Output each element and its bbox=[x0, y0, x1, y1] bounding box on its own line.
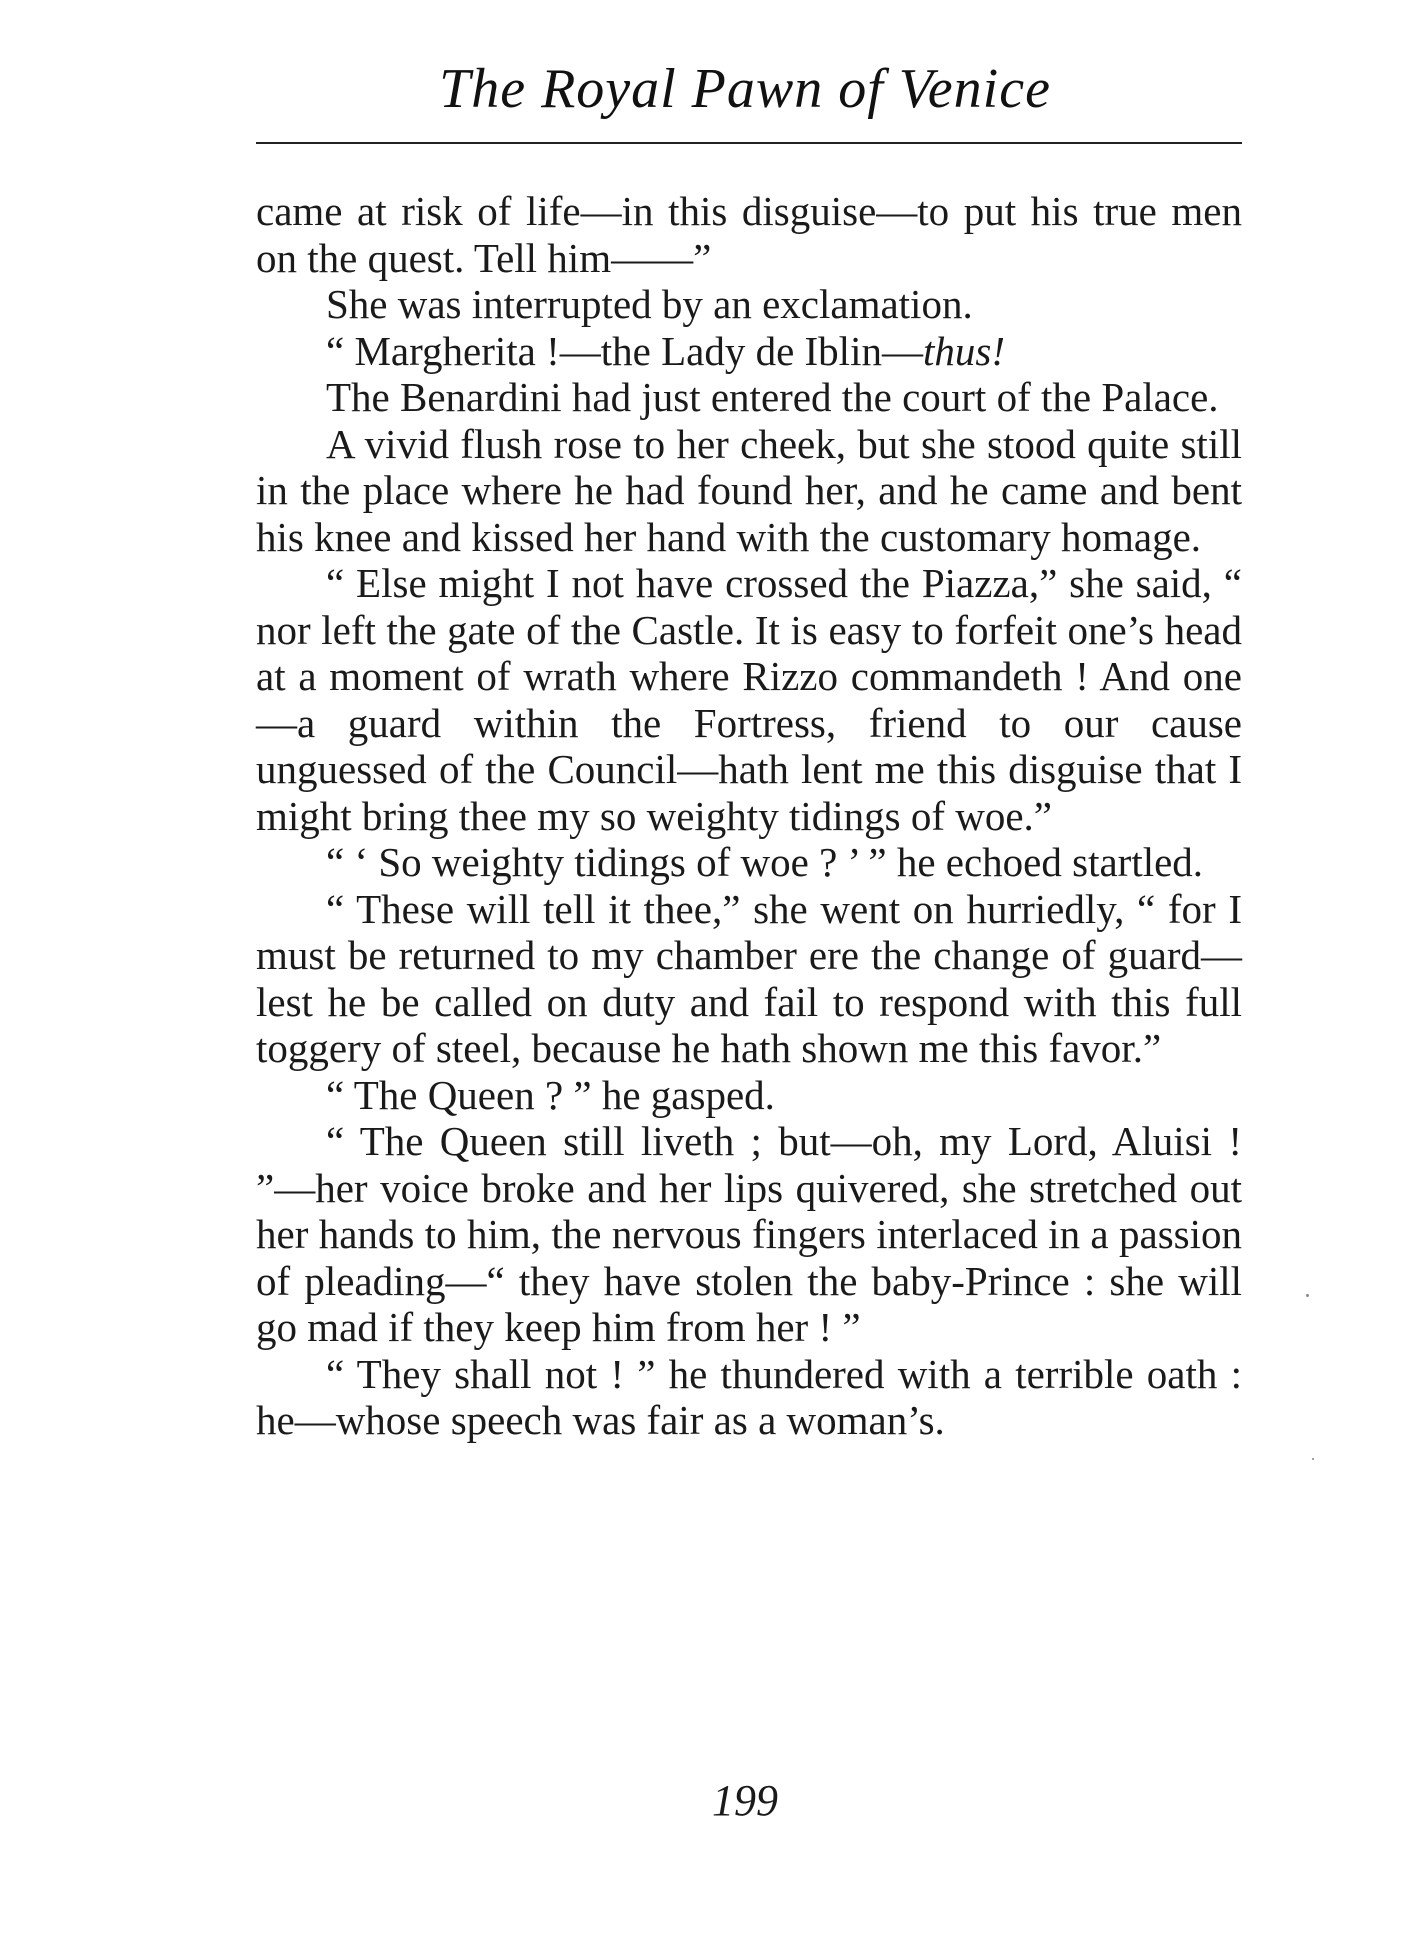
header-rule bbox=[256, 142, 1242, 144]
scan-speck bbox=[1306, 1294, 1309, 1297]
scan-speck bbox=[1312, 1458, 1314, 1460]
paragraph: The Benardini had just entered the court of the Palace. bbox=[326, 374, 1219, 420]
body-text bbox=[256, 188, 1242, 1444]
paragraph: “ These will tell it thee,” she went on hurriedly, “ for I must be returned to my chamber ere the change of guard—lest he be called on duty and fail to respond with this full toggery of steel, because he hath shown me this favor.” bbox=[256, 885, 1242, 1071]
paragraph: “ The Queen ? ” he gasped. bbox=[326, 1071, 775, 1118]
paragraph: “ The Queen still liveth ; but—oh, my Lord, Aluisi ! ”—her voice broke and her lips quivered, she stretched out her hands to him, the nervous fingers interlaced in a passion of pleading—“ they have stolen the baby-Prince : she will go mad if they keep him from her ! ” bbox=[256, 1118, 1242, 1350]
italic-emphasis: thus! bbox=[922, 327, 1005, 374]
paragraph: She was interrupted by an exclamation. bbox=[326, 281, 973, 327]
exclamation-text: “ Margherita !—the Lady de Iblin— bbox=[326, 327, 923, 374]
running-title: The Royal Pawn of Venice bbox=[439, 58, 1051, 120]
paragraph: “ They shall not ! ” he thundered with a terrible oath : he—whose speech was fair as a woman’s. bbox=[256, 1350, 1242, 1443]
paragraph-exclamation bbox=[256, 328, 1242, 375]
page-number: 199 bbox=[712, 1776, 778, 1825]
paragraph: A vivid flush rose to her cheek, but she stood quite still in the place where he had found her, and he came and bent his knee and kissed her hand with the customary homage. bbox=[256, 420, 1242, 560]
paragraph: “ Else might I not have crossed the Piazza,” she said, “ nor left the gate of the Castle. It is easy to forfeit one’s head at a moment of wrath where Rizzo commandeth ! And one—a guard within the Fortress, friend to our cause unguessed of the Council—hath lent me this disguise that I might bring thee my so weighty tidings of woe.” bbox=[256, 560, 1242, 839]
paragraph: “ ‘ So weighty tidings of woe ? ’ ” he echoed startled. bbox=[326, 839, 1204, 885]
paragraph-continued: came at risk of life—in this disguise—to put his true men on the quest. Tell him——” bbox=[256, 188, 1242, 281]
